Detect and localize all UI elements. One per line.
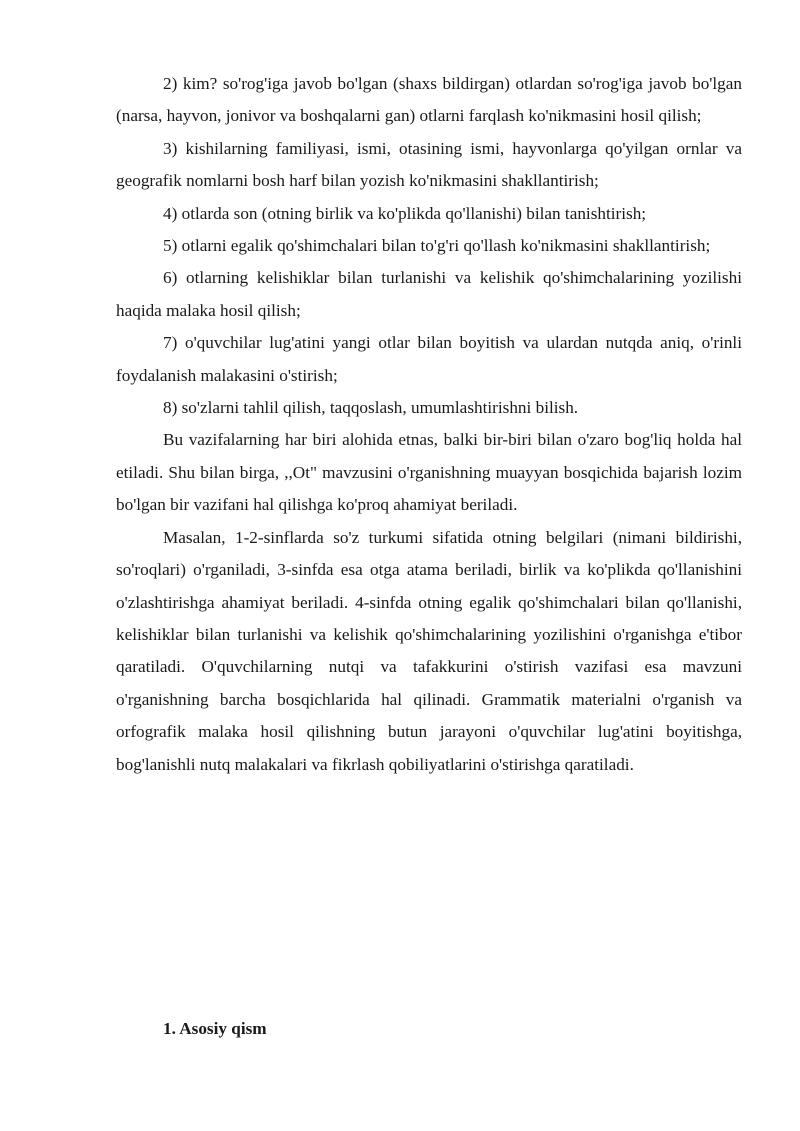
paragraph-item-5: 5) otlarni egalik qo'shimchalari bilan to'g'ri qo'llash ko'nikmasini shakllantirish; [163, 236, 711, 256]
paragraph-item-6: 6) otlarning kelishiklar bilan turlanishi va kelishik qo'shimchalarining yozilishi haqida malaka hosil qilish; [116, 268, 742, 320]
paragraph-item-2: 2) kim? so'rog'iga javob bo'lgan (shaxs bildirgan) otlardan so'rog'iga javob bo'lgan (narsa, hayvon, jonivor va boshqalarni gan) otlarni farqlash ko'nikmasini hosil qilish; [116, 74, 742, 126]
paragraph-item-4: 4) otlarda son (otning birlik va ko'plikda qo'llanishi) bilan tanishtirish; [163, 203, 647, 223]
paragraph-tasks-relation: Bu vazifalarning har biri alohida etnas, balki bir-biri bilan o'zaro bog'liq holda hal etiladi. Shu bilan birga, ,,Ot" mavzusini o'rganishning muayyan bosqichida bajarish lozim bo'lgan bir vazifani hal qilishga ko'proq ahamiyat beriladi. [116, 430, 742, 515]
paragraph-grade-examples: Masalan, 1-2-sinflarda so'z turkumi sifatida otning belgilari (nimani bildirishi, so'roqlari) o'rganiladi, 3-sinfda esa otga atama beriladi, birlik va ko'plikda qo'llanishini o'zlashtirishga ahamiyat beriladi. 4-sinfda otning egalik qo'shimchalari bilan qo'llanishi, kelishiklar bilan turlanishi va kelishik qo'shimchalarining yozilishini o'rganishga e'tibor qaratiladi. O'quvchilarning nutqi va tafakkurini o'stirish vazifasi esa mavzuni o'rganishning barcha bosqichlarida hal qilinadi. Grammatik materialni o'rganish va orfografik malaka hosil qilishning butun jarayoni o'quvchilar lug'atini boyitishga, bog'lanishli nutq malakalari va fikrlash qobiliyatlarini o'stirishga qaratiladi. [116, 527, 742, 774]
paragraph-item-3: 3) kishilarning familiyasi, ismi, otasining ismi, hayvonlarga qo'yilgan ornlar va geografik nomlarni bosh harf bilan yozish ko'nikmasini shakllantirish; [116, 138, 742, 191]
body-text [116, 68, 742, 781]
paragraph-item-7: 7) o'quvchilar lug'atini yangi otlar bilan boyitish va ulardan nutqda aniq, o'rinli foydalanish malakasini o'stirish; [116, 333, 742, 385]
paragraph-item-8: 8) so'zlarni tahlil qilish, taqqoslash, umumlashtirishni bilish. [163, 398, 579, 418]
section-heading: 1. Asosiy qism [163, 1019, 267, 1038]
